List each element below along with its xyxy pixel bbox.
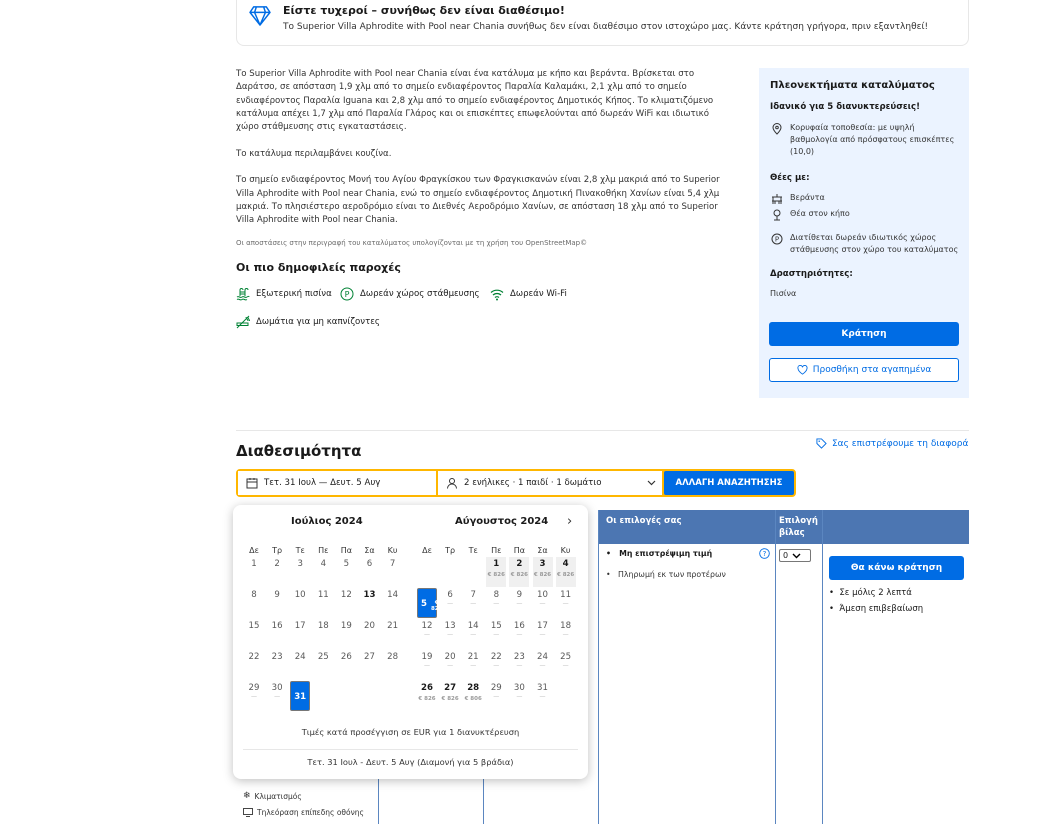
calendar-day: 4 [320,559,327,569]
section-divider [236,430,969,431]
activity-pool: Πισίνα [770,289,797,298]
svg-text:?: ? [762,550,767,558]
table-line [775,510,776,824]
calendar-day: 24 [294,652,306,662]
facilities-title: Οι πιο δημοφιλείς παροχές [236,261,401,274]
calendar-day: 5 [343,559,350,569]
calendar-day: 27 [364,652,375,662]
col-select: Επιλογή βίλας [779,516,818,538]
guests-field[interactable]: 2 ενήλικες · 1 παιδί · 1 δωμάτιο [438,471,662,495]
calendar-day: 20 [364,621,375,631]
calendar-day[interactable]: 13 — [444,621,456,638]
calendar-day[interactable]: 14 — [467,621,479,638]
calendar-day[interactable]: 23 — [513,652,525,669]
change-search-button[interactable]: ΑΛΛΑΓΗ ΑΝΑΖΗΤΗΣΗΣ [664,471,794,495]
stay-summary: Τετ. 31 Ιουλ - Δευτ. 5 Αυγ (Διαμονή για 5 βράδια) [307,757,514,767]
ideal-stay: Ιδανικό για 5 διανυκτερεύσεις! [770,102,921,112]
calendar-day[interactable]: 6 — [447,590,454,607]
calendar-day[interactable]: 20 — [444,652,456,669]
property-highlights [759,68,969,398]
facility-nonsmoking: Δωμάτια για μη καπνίζοντες [236,315,380,329]
calendar-day: 1 [251,559,257,569]
tag-icon [816,438,827,449]
description-p3: Το σημείο ενδιαφέροντος Μονή του Αγίου Φραγκίσκου των Φραγκισκανών είναι 2,8 χλμ μακριά από το Superior Villa Aphrodite with Pool near Chania, ενώ το σημείο ενδιαφέροντος Δημοτική Πινακοθήκη Χανίων είναι 5,4 χλμ μακριά. Το πλησιέστερο αεροδρόμιο είναι το Διεθνές Αεροδρόμιο Χανίων, σε απόσταση 18 χλμ από το Superior Villa Aphrodite with Pool near Chania. [236,175,720,226]
parking-icon [340,287,354,301]
facility-wifi: Δωρεάν Wi-Fi [490,287,567,301]
calendar-day[interactable]: 1 € 826 [486,557,506,587]
property-description [236,68,721,241]
benefit-confirmation: • Άμεση επιβεβαίωση [829,604,924,614]
amenity-ac: ❄ Κλιματισμός [243,791,302,801]
calendar-day: 7 [389,559,396,569]
calendar-day[interactable]: 4 € 826 [556,557,576,587]
calendar-day[interactable]: 2 € 826 [509,557,529,587]
parking-icon [771,233,783,245]
facility-parking: P Δωρεάν χώρος στάθμευσης [340,287,480,301]
svg-text:P: P [344,290,350,299]
calendar-day[interactable]: 30 — [513,683,525,700]
view-terrace: Βεράντα [771,192,825,205]
person-icon [446,477,458,489]
calendar-day: 17 [294,621,306,631]
calendar-day: 15 [248,621,260,631]
villa-quantity-select[interactable]: 0 [779,549,811,562]
calendar-day: 25 [317,652,329,662]
weekday-label: Δε [422,546,432,555]
calendar-day[interactable]: 10 — [537,590,548,607]
calendar-day[interactable]: 19 — [421,652,433,669]
availability-title: Διαθεσιμότητα [236,442,362,460]
lucky-title: Είστε τυχεροί – συνήθως δεν είναι διαθέσιμο! [283,4,565,17]
calendar-day[interactable]: 21 — [467,652,479,669]
osm-note: Οι αποστάσεις στην περιγραφή του καταλύματος υπολογίζονται με τη χρήση του OpenStreetMap© [236,239,588,247]
lucky-banner [236,0,969,46]
calendar-day: 9 [274,590,280,600]
amenity-tv: Τηλεόραση επίπεδης οθόνης [243,808,364,817]
calendar-day[interactable]: 30 — [271,683,283,700]
calendar-day[interactable]: 28 € 806 [464,683,482,702]
calendar-day: 22 [248,652,260,662]
month-august: Αύγουστος 2024 [455,516,549,527]
calendar-day[interactable]: 27 € 826 [441,683,459,702]
activities-label: Δραστηριότητες: [770,269,853,279]
calendar-day[interactable]: 17 — [537,621,548,638]
add-favorite-button[interactable]: Προσθήκη στα αγαπημένα [769,358,959,382]
location-pin-icon [771,123,783,135]
calendar-day[interactable]: 26 € 826 [418,683,436,702]
calendar-day[interactable]: 12 — [421,621,433,638]
calendar-day: 18 [317,621,329,631]
date-picker [233,505,588,779]
weekday-label: Πα [340,546,353,555]
calendar-day[interactable]: 16 — [513,621,525,638]
calendar-day[interactable]: 29 — [248,683,260,700]
parking-highlight: P Διατίθεται δωρεάν ιδιωτικός χώρος στάθμευσης στον χώρο του καταλύματος [771,232,961,256]
calendar-divider [243,749,578,750]
weekday-label: Τρ [445,546,456,555]
snowflake-icon: ❄ [243,791,251,801]
option-prepay: • Πληρωμή εκ των προτέρων [606,570,726,579]
wifi-icon [490,287,504,301]
option-nonrefundable: • Μη επιστρέψιμη τιμή [606,549,713,558]
calendar-day[interactable]: 9 — [516,590,523,607]
table-line [822,510,823,824]
calendar-day: 19 [340,621,352,631]
calendar-day: 10 [294,590,306,600]
calendar-day[interactable]: 5 € 826 [417,588,437,618]
garden-icon [771,209,783,221]
weekday-label: Πα [513,546,526,555]
calendar-day[interactable]: 15 — [490,621,502,638]
calendar-day[interactable]: 31 — [537,683,548,700]
calendar-day[interactable]: 7 — [470,590,477,607]
calendar-day[interactable]: 29 — [490,683,502,700]
calendar-day[interactable]: 31 € 826 [290,681,310,711]
weekday-label: Τε [468,546,478,555]
price-match-link[interactable]: Σας επιστρέφουμε τη διαφορά [816,438,968,449]
calendar-day: 23 [271,652,283,662]
no-smoking-icon [236,315,250,329]
pool-icon [236,287,250,301]
svg-text:P: P [774,235,780,244]
calendar-icon [246,477,258,489]
weekday-label: Πε [491,546,502,555]
table-line [598,510,599,824]
weekday-label: Κυ [387,546,398,555]
month-july: Ιούλιος 2024 [291,516,363,527]
next-month-button[interactable]: › [567,514,573,529]
calendar-day: 13 [363,590,376,600]
description-p2: Το κατάλυμα περιλαμβάνει κουζίνα. [236,148,392,159]
weekday-label: Τε [295,546,305,555]
calendar-day: 11 [317,590,329,600]
calendar-day[interactable]: 24 — [537,652,548,669]
weekday-label: Τρ [272,546,283,555]
weekday-label: Δε [249,546,259,555]
calendar-day: 21 [387,621,399,631]
calendar-day: 3 [297,559,303,569]
diamond-icon [249,6,271,26]
calendar-day[interactable]: 3 € 826 [533,557,553,587]
location-highlight: Κορυφαία τοποθεσία: με υψηλή βαθμολογία από πρόσφατους επισκέπτες (10,0) [771,122,961,158]
date-field[interactable]: Τετ. 31 Ιουλ — Δευτ. 5 Αυγ [238,471,436,495]
heart-icon [797,365,808,375]
calendar-day: 12 [340,590,352,600]
calendar-day: 14 [387,590,399,600]
terrace-icon [771,193,783,205]
lucky-text: Το Superior Villa Aphrodite with Pool near Chania συνήθως δεν είναι διαθέσιμο στον ιστοχώρο μας. Κάντε κράτηση γρήγορα, πριν εξαντληθεί! [283,22,929,32]
col-options: Οι επιλογές σας [606,516,682,526]
calendar-day: 26 [340,652,352,662]
description-p1: Το Superior Villa Aphrodite with Pool near Chania είναι ένα κατάλυμα με κήπο και βεράντα. Βρίσκεται στο Δαράτσο, σε απόσταση 1,9 χλμ από το σημείο ενδιαφέροντος Παραλία Καλαμάκι, 2,1 χλμ από το σημείο ενδιαφέροντος Παραλία Iguana και 2,8 χλμ από το σημείο ενδιαφέροντος Δημοτικός Κήπος. Το κλιματιζόμενο κατάλυμα απέχει 1,7 χλμ από Παραλία Γλάρος και οι επισκέπτες επωφελούνται από δωρεάν WiFi και ιδιωτικό χώρο στάθμευσης στις εγκαταστάσεις. [236,69,714,133]
info-icon[interactable] [759,548,770,559]
calendar-day: 6 [366,559,373,569]
search-bar [236,469,796,497]
views-label: Θέες με: [770,173,810,183]
weekday-label: Σα [364,546,375,555]
chevron-down-icon [792,553,801,559]
reserve-button[interactable]: Θα κάνω κράτηση [829,556,964,580]
calendar-day: 28 [387,652,399,662]
calendar-day[interactable]: 22 — [490,652,502,669]
calendar-day[interactable]: 18 — [560,621,572,638]
view-garden: Θέα στον κήπο [771,208,850,221]
weekday-label: Σα [537,546,548,555]
weekday-label: Κυ [560,546,571,555]
highlights-title: Πλεονεκτήματα καταλύματος [770,80,935,91]
rooms-table-header [598,510,969,544]
book-button[interactable]: Κράτηση [769,322,959,346]
calendar-day[interactable]: 25 — [560,652,572,669]
calendar-day: 16 [271,621,283,631]
benefit-fast: • Σε μόλις 2 λεπτά [829,588,912,598]
calendar-day[interactable]: 8 — [493,590,500,607]
tv-icon [243,808,253,817]
weekday-label: Πε [318,546,329,555]
price-note: Τιμές κατά προσέγγιση σε EUR για 1 διανυκτέρευση [301,727,520,737]
facility-pool: Εξωτερική πισίνα [236,287,332,301]
calendar-day: 2 [274,559,280,569]
chevron-down-icon [647,480,656,486]
calendar-day: 8 [251,590,257,600]
calendar-day[interactable]: 11 — [560,590,572,607]
